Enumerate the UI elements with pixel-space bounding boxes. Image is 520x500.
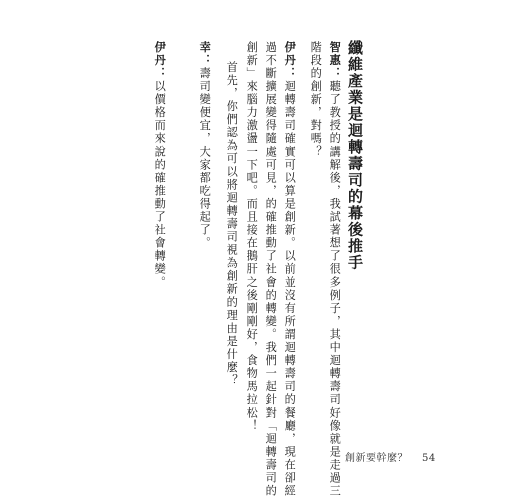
dialogue-text: 壽司變便宜，大家都吃得起了。 xyxy=(198,67,212,250)
dialogue-line: 過不斷擴展變得隨處可見，的確推動了社會的轉變。我們一起針對「迴轉壽司的 xyxy=(264,41,278,498)
page-footer xyxy=(345,449,436,464)
dialogue-line xyxy=(199,41,210,250)
dialogue-line: 階段的創新，對嗎？ xyxy=(309,41,323,159)
dialogue-line: 首先，你們認為可以將迴轉壽司視為創新的理由是什麼？ xyxy=(225,61,239,388)
dialogue-line xyxy=(284,41,295,498)
dialogue-text: 迴轉壽司確實可以算是創新。以前並沒有所謂迴轉壽司的餐廳，現在卻經 xyxy=(283,80,297,498)
section-title: 纖維產業是迴轉壽司的幕後推手 xyxy=(346,40,364,271)
dialogue-line: 創新」來腦力激盪一下吧。而且接在鵝肝之後剛剛好，食物馬拉松！ xyxy=(245,41,259,433)
page-number: 54 xyxy=(422,453,436,464)
dialogue-line xyxy=(154,41,165,289)
running-head: 創新要幹麼？ xyxy=(345,453,408,464)
speaker-label: 伊丹： xyxy=(283,41,297,81)
speaker-label: 伊丹： xyxy=(153,41,167,81)
dialogue-text: 以價格而來說的確推動了社會轉變。 xyxy=(153,80,167,289)
dialogue-line xyxy=(329,41,340,498)
dialogue-text: 聽了教授的講解後，我試著想了很多例子，其中迴轉壽司好像就是走過三 xyxy=(328,80,342,498)
speaker-label: 智惠： xyxy=(328,41,342,81)
speaker-label: 幸： xyxy=(198,41,212,68)
